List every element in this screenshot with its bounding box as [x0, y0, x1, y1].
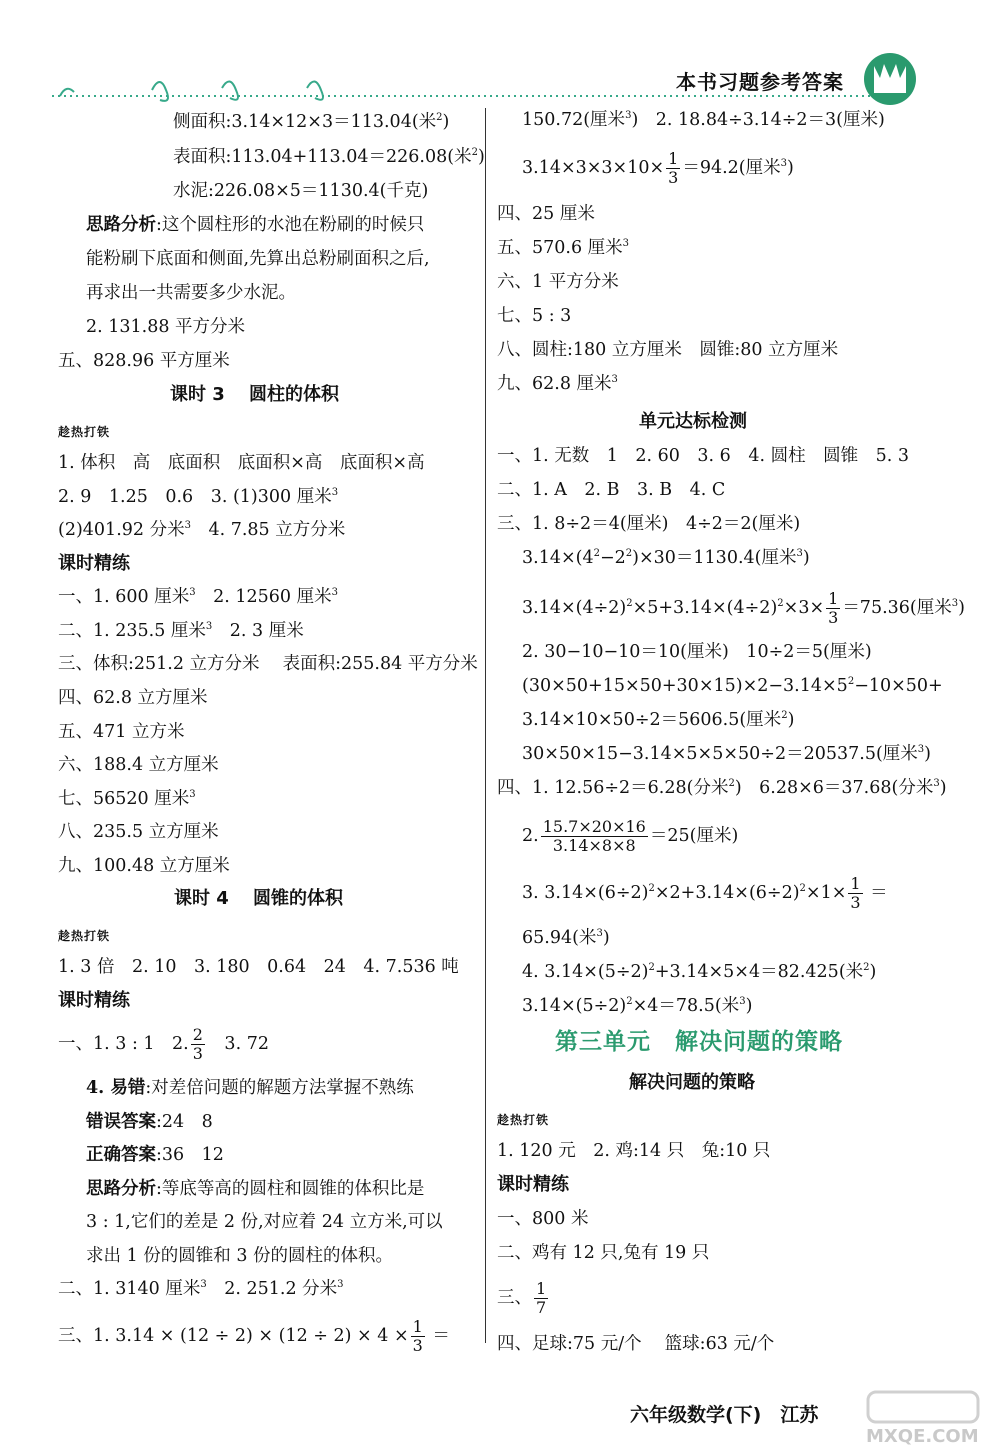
section-title: 解决问题的策略	[629, 1072, 755, 1093]
analysis-line: 思路分析:等底等高的圆柱和圆锥的体积比是	[86, 1179, 425, 1199]
analysis-line: 再求出一共需要多少水泥。	[86, 283, 296, 303]
answer-line: 4. $3.14\times(5\div 2)^2+3.14\times 5\times 4=82.425$(米$^2$)	[522, 962, 877, 982]
answer-line: 三、1. 3.14 × (12 ÷ 2) × (12 ÷ 2) × 4 × $\frac{1}{3}$ ＝	[58, 1317, 450, 1355]
answer-line: 六、188.4 立方厘米	[58, 755, 219, 775]
answer-line: 五、828.96 平方厘米	[58, 351, 230, 371]
answer-line: 六、1 平方分米	[497, 272, 619, 292]
answer-line: $3.14\times(4\div 2)^2\times 5+3.14\times(4\div 2)^2\times 3\times$ $\frac{1}{3}$ ＝75.36(厘米$^3$)	[522, 589, 965, 627]
answer-line: 七、56520 厘米$^3$	[58, 789, 196, 809]
analysis-line: 3 : 1,它们的差是 2 份,对应着 24 立方米,可以	[86, 1212, 443, 1232]
answer-line: 九、100.48 立方厘米	[58, 856, 230, 876]
watermark-logo	[838, 1388, 988, 1446]
answer-line: 3.14×10×50÷2＝5606.5(厘米$^2$)	[522, 710, 795, 730]
answer-line: 2. 9 1.25 0.6 3. (1)300 厘米$^3$	[58, 487, 339, 507]
answer-line: 一、800 米	[497, 1209, 589, 1229]
answer-line: 二、1. 235.5 厘米$^3$ 2. 3 厘米	[58, 621, 304, 641]
answer-line: 3. $3.14\times(6\div 2)^2\times 2+3.14\times(6\div 2)^2\times 1\times$ $\frac{1}{3}$ ＝	[522, 874, 888, 912]
answer-line: 2. $\frac{15.7\times 20\times 16}{3.14\times 8\times 8}$ ＝25(厘米)	[522, 817, 739, 855]
answer-line: 五、471 立方米	[58, 722, 185, 742]
fraction: $\frac{1}{3}$	[668, 149, 679, 187]
answer-line: 4. 易错:对差倍问题的解题方法掌握不熟练	[86, 1078, 414, 1098]
answer-line: 错误答案:24 8	[86, 1112, 213, 1132]
answer-line: 65.94(米$^3$)	[522, 928, 610, 948]
lesson-title: 课时 3 圆柱的体积	[170, 384, 340, 405]
analysis-line: 求出 1 份的圆锥和 3 份的圆柱的体积。	[86, 1246, 394, 1266]
answer-line: 三、体积:251.2 立方分米 表面积:255.84 平方分米	[58, 654, 478, 674]
answer-line: 水泥:226.08×5＝1130.4(千克)	[173, 181, 429, 201]
answer-line: 2. 30−10−10＝10(厘米) 10÷2＝5(厘米)	[522, 642, 872, 662]
section-heading: 课时精练	[58, 990, 130, 1011]
book-logo-icon	[860, 50, 920, 108]
answer-line: $3.14\times(5\div 2)^2\times 4=78.5$(米$^3$)	[522, 996, 753, 1016]
answer-line: 五、570.6 厘米$^3$	[497, 238, 630, 258]
lesson-title: 课时 4 圆锥的体积	[174, 888, 344, 909]
answer-line: 三、 $\frac{1}{7}$	[497, 1279, 547, 1317]
answer-line: 30×50×15−3.14×5×5×50÷2＝20537.5(厘米$^3$)	[522, 744, 931, 764]
answer-line: 2. 131.88 平方分米	[86, 317, 246, 337]
footer-label: 六年级数学(下) 江苏	[630, 1404, 819, 1426]
section-label: 趁热打铁	[58, 425, 111, 439]
fraction: $\frac{2}{3}$	[192, 1025, 203, 1063]
answer-line: 一、1. 3 : 1 2. $\frac{2}{3}$ 3. 72	[58, 1025, 269, 1063]
answer-line: 二、1. 3140 厘米$^3$ 2. 251.2 分米$^3$	[58, 1279, 344, 1299]
answer-line: 二、1. A 2. B 3. B 4. C	[497, 480, 726, 500]
answer-line: 四、足球:75 元/个 篮球:63 元/个	[497, 1334, 775, 1354]
fraction: $\frac{1}{7}$	[536, 1279, 547, 1317]
header-title: 本书习题参考答案	[676, 70, 844, 94]
analysis-line: 思路分析:这个圆柱形的水池在粉刷的时候只	[86, 215, 425, 235]
section-heading: 课时精练	[497, 1174, 569, 1195]
unit-title: 第三单元 解决问题的策略	[555, 1029, 843, 1055]
answer-line: 1. 体积 高 底面积 底面积×高 底面积×高	[58, 453, 425, 473]
answer-line: 正确答案:36 12	[86, 1145, 224, 1165]
answer-line: 三、1. 8÷2＝4(厘米) 4÷2＝2(厘米)	[497, 514, 801, 534]
answer-line: $3.14\times(4^2-2^2)\times 30=1130.4$(厘米$^3$)	[522, 548, 810, 568]
fraction: $\frac{1}{3}$	[412, 1317, 423, 1355]
section-label: 趁热打铁	[497, 1113, 550, 1127]
section-heading: 课时精练	[58, 553, 130, 574]
column-divider	[485, 108, 486, 1343]
answer-line: 九、62.8 厘米$^3$	[497, 374, 618, 394]
answer-line: 表面积:113.04+113.04＝226.08(米$^2$)	[173, 147, 485, 167]
answer-line: 四、1. 12.56÷2＝6.28(分米$^2$) 6.28×6＝37.68(分米$^3$)	[497, 778, 947, 798]
answer-line: 1. 3 倍 2. 10 3. 180 0.64 24 4. 7.536 吨	[58, 957, 459, 977]
section-label: 趁热打铁	[58, 929, 111, 943]
answer-line: 一、1. 无数 1 2. 60 3. 6 4. 圆柱 圆锥 5. 3	[497, 446, 909, 466]
answer-line: 侧面积:3.14×12×3＝113.04(米$^2$)	[173, 112, 450, 132]
answer-line: (2)401.92 分米$^3$ 4. 7.85 立方分米	[58, 520, 346, 540]
answer-line: 3.14×3×3×10× $\frac{1}{3}$ ＝94.2(厘米$^3$)	[522, 149, 794, 187]
answer-line: 150.72(厘米$^3$) 2. 18.84÷3.14÷2＝3(厘米)	[522, 110, 885, 130]
answer-line: 八、235.5 立方厘米	[58, 822, 219, 842]
fraction: $\frac{1}{3}$	[850, 874, 861, 912]
section-title: 单元达标检测	[639, 411, 747, 432]
answer-line: 七、5 : 3	[497, 306, 572, 326]
answer-line: 1. 120 元 2. 鸡:14 只 兔:10 只	[497, 1141, 771, 1161]
answer-line: 四、25 厘米	[497, 204, 595, 224]
answer-line: 二、鸡有 12 只,兔有 19 只	[497, 1243, 710, 1263]
fraction: $\frac{15.7\times 20\times 16}{3.14\times 8\times 8}$	[542, 817, 646, 855]
answer-line: 四、62.8 立方厘米	[58, 688, 208, 708]
answer-line: $(30\times 50+15\times 50+30\times 15)\times 2-3.14\times 5^2-10\times 50+$	[522, 676, 943, 696]
answer-line: 一、1. 600 厘米$^3$ 2. 12560 厘米$^3$	[58, 587, 338, 607]
analysis-line: 能粉刷下底面和侧面,先算出总粉刷面积之后,	[86, 249, 430, 269]
svg-text:MXQE.COM: MXQE.COM	[866, 1426, 979, 1446]
fraction: $\frac{1}{3}$	[828, 589, 839, 627]
answer-line: 八、圆柱:180 立方厘米 圆锥:80 立方厘米	[497, 340, 839, 360]
